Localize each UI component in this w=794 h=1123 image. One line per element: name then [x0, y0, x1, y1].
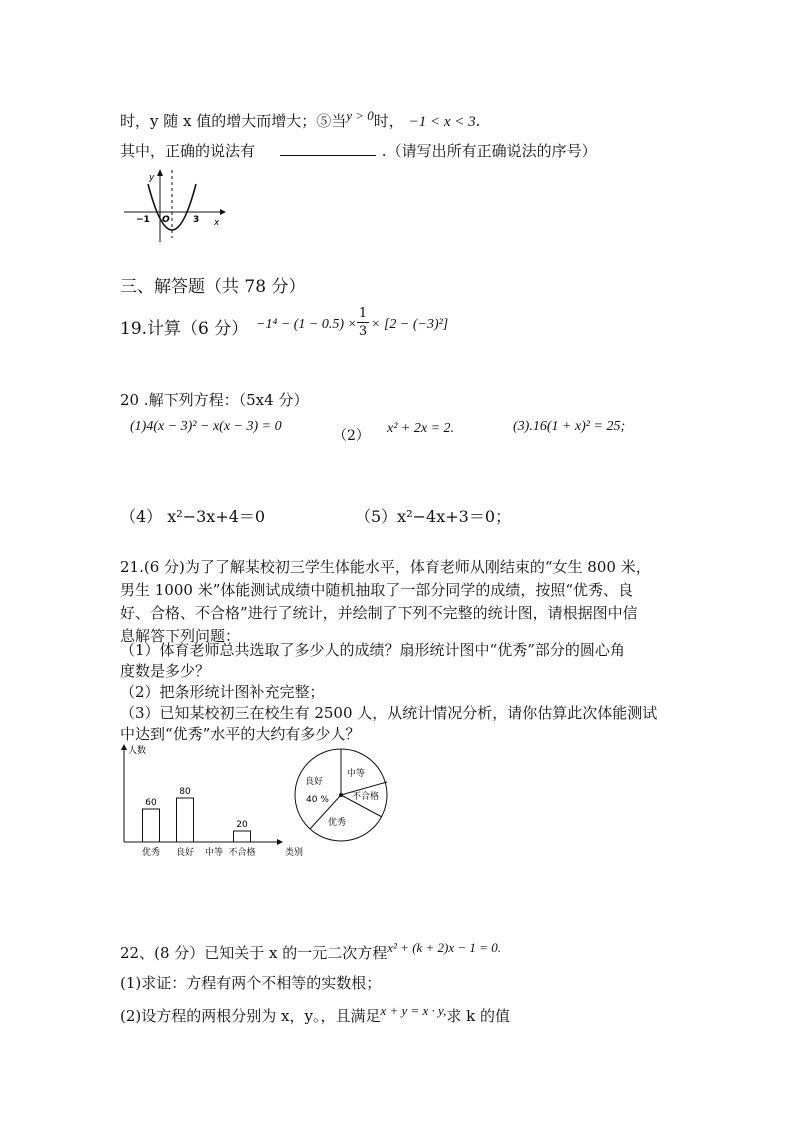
bar-category-label: 良好 — [175, 848, 195, 858]
q22-condition: x + y = x · y, — [380, 1003, 447, 1018]
pie-chart — [288, 752, 398, 842]
q21-intro — [120, 556, 651, 648]
bar-value-label: 80 — [179, 787, 191, 797]
q19-expr-b: × [2 − (−3)²] — [371, 317, 449, 332]
q19-prefix: 19.计算（6 分） — [120, 319, 249, 339]
q19-expr-a: −1⁴ − (1 − 0.5) × — [256, 317, 357, 332]
q18-line1-range: −1 < x < 3 — [408, 114, 476, 130]
q20-part2-label: （2） — [333, 428, 370, 444]
q18-line1-text-b: 时， — [373, 112, 404, 130]
q18-line1-text-a: 时，y 随 x 值的增大而增大；⑤当 — [120, 112, 347, 130]
graph-x-label: x — [214, 218, 220, 228]
pie-label-excellent: 优秀 — [328, 818, 347, 828]
q20-part1: (1)4(x − 3)² − x(x − 3) = 0 — [130, 419, 282, 434]
y-axis-arrow — [157, 169, 163, 176]
q20-title: 20 .解下列方程：（5x4 分） — [120, 391, 309, 409]
q21-sub2: （2）把条形统计图补充完整； — [120, 683, 325, 701]
q20-part2: x² + 2x = 2. — [387, 421, 455, 436]
q21-intro-line: 21.(6 分)为了了解某校初三学生体能水平，体育老师从刚结束的“女生 800 米， — [120, 558, 651, 576]
q21-sub3-line: 中达到“优秀”水平的大约有多少人？ — [120, 725, 361, 743]
q18-line2-text-a: 其中，正确的说法有 — [120, 142, 256, 160]
q19-fraction — [357, 306, 369, 340]
pie-center-dot — [339, 793, 343, 797]
bar-chart — [112, 742, 304, 864]
bar-category-label: 中等 — [204, 848, 224, 858]
graph-right-root: 3 — [193, 215, 200, 225]
q19-frac-den: 3 — [358, 324, 368, 339]
bar-category-label: 优秀 — [141, 848, 161, 858]
q21-sub1-line: 度数是多少？ — [120, 662, 211, 680]
bar-x-label: 类别 — [285, 848, 304, 858]
pie-label-good: 良好 — [305, 777, 324, 787]
q22-line1-text: 22、(8 分）已知关于 x 的一元二次方程 — [120, 944, 388, 962]
q20-part3: (3).16(1 + x)² = 25; — [513, 419, 626, 434]
bar-1 — [177, 798, 194, 842]
q20-part4: （4） x²−3x+4＝0 — [120, 507, 266, 526]
pie-label-fail: 不合格 — [352, 792, 380, 802]
q20-part5: （5）x²−4x+3＝0； — [355, 507, 511, 526]
answer-blank[interactable] — [280, 141, 376, 156]
q18-line2-text-b: .（请写出所有正确说法的序号） — [381, 142, 597, 160]
pie-percent-good: 40 % — [306, 795, 329, 805]
q21-intro-line: 息解答下列问题： — [120, 627, 241, 645]
bars-group — [142, 787, 256, 858]
q18-line1-cond: y > 0 — [346, 108, 374, 123]
q22-line2: (1)求证：方程有两个不相等的实数根； — [120, 974, 382, 992]
q22-line3-text-b: 求 k 的值 — [446, 1007, 511, 1025]
q22-line3 — [120, 1003, 510, 1026]
parabola-graph — [118, 164, 228, 244]
q18-line2 — [120, 140, 597, 161]
q21-sub-questions — [120, 640, 657, 745]
bar-y-arrow — [121, 744, 127, 750]
graph-left-root: −1 — [136, 215, 150, 225]
q21-sub1-line: （1）体育老师总共选取了多少人的成绩？扇形统计图中“优秀”部分的圆心角 — [120, 641, 625, 659]
q22-line3-text-a: (2)设方程的两根分别为 x，y。，且满足 — [120, 1007, 381, 1025]
q21-intro-line: 好、合格、不合格”进行了统计，并绘制了下列不完整的统计图，请根据图中信 — [120, 604, 638, 622]
q21-sub3-line: （3）已知某校初三在校生有 2500 人，从统计情况分析，请你估算此次体能测试 — [120, 704, 658, 722]
q18-line1-end: . — [475, 112, 481, 130]
q22-line1 — [120, 940, 501, 963]
graph-y-label: y — [149, 173, 155, 183]
section-title: 三、解答题（共 78 分） — [120, 277, 306, 297]
q19-frac-num: 1 — [358, 306, 368, 321]
bar-x-arrow — [277, 839, 283, 845]
q18-line1 — [120, 108, 480, 131]
pie-label-medium: 中等 — [347, 769, 366, 779]
bar-y-label: 人数 — [128, 746, 147, 756]
x-axis-arrow — [220, 209, 226, 215]
q21-intro-line: 男生 1000 米”体能测试成绩中随机抽取了一部分同学的成绩，按照“优秀、良 — [120, 581, 634, 599]
graph-origin: O — [162, 215, 170, 225]
q22-equation: x² + (k + 2)x − 1 = 0. — [387, 940, 501, 955]
bar-value-label: 60 — [145, 798, 157, 808]
bar-category-label: 不合格 — [228, 848, 256, 858]
bar-3 — [234, 831, 251, 842]
bar-0 — [143, 809, 160, 842]
bar-value-label: 20 — [236, 820, 248, 830]
